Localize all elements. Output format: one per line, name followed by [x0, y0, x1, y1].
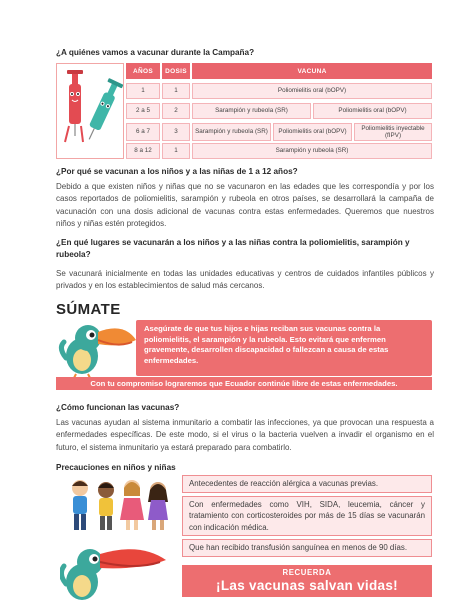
precaution-text: Antecedentes de reacción alérgica a vacunas previas. — [189, 479, 379, 489]
recuerda-banner — [182, 565, 432, 597]
q1-heading: ¿A quiénes vamos a vacunar durante la Campaña? — [56, 48, 255, 57]
toucan-mascot-icon — [60, 540, 170, 600]
precaution-text: Con enfermedades como VIH, SIDA, leucemia, cáncer y tratamiento con corticosteroides por más de 15 días se vacunarán con indicación médica. — [189, 499, 425, 532]
q3-paragraph: Se vacunará inicialmente en todas las unidades educativas y centros de cuidados infantiles públicos y privados y en los establecimientos de salud más cercanos. — [56, 269, 434, 291]
table-cell-vaccine: Poliomielitis inyectable (fIPV) — [354, 123, 432, 141]
precaution-item — [182, 475, 432, 493]
table-cell-vaccine: Sarampión y rubeola (SR) — [192, 143, 432, 159]
table-cell-vaccine: Poliomielitis oral (bOPV) — [192, 83, 432, 99]
table-cell-age: 8 a 12 — [126, 143, 160, 159]
precaution-item — [182, 496, 432, 536]
children-group-icon — [64, 476, 178, 534]
precaution-text: Que han recibido transfusión sanguínea en menos de 90 días. — [189, 543, 408, 553]
table-header-ages: AÑOS — [126, 63, 160, 79]
table-cell-dose: 1 — [162, 83, 190, 99]
q2-heading: ¿Por qué se vacunan a los niños y a las niñas de 1 a 12 años? — [56, 167, 298, 176]
table-cell-vaccine: Sarampión y rubeola (SR) — [192, 103, 311, 119]
table-cell-vaccine: Poliomielitis oral (bOPV) — [273, 123, 352, 141]
precaution-item — [182, 539, 432, 557]
table-cell-age: 6 a 7 — [126, 123, 160, 141]
table-cell-dose: 3 — [162, 123, 190, 141]
syringe-characters-icon — [57, 64, 123, 158]
precautions-heading: Precauciones en niños y niñas — [56, 463, 176, 472]
table-cell-age: 2 a 5 — [126, 103, 160, 119]
toucan-mascot-icon — [58, 318, 140, 378]
sumate-commitment-bar: Con tu compromiso lograremos que Ecuador continúe libre de estas enfermedades. — [56, 377, 432, 390]
table-header-doses: DOSIS — [162, 63, 190, 79]
q4-paragraph: Las vacunas ayudan al sistema inmunitario a combatir las infecciones, ya que provocan una respuesta a enfermedades específicas. De este modo, si el virus o la bacteria vuelven a invadir el organismo en el futuro, el sistema inmunitario ya estará preparado para combatirlo. — [56, 418, 434, 452]
table-cell-dose: 2 — [162, 103, 190, 119]
sumate-title: SÚMATE — [56, 301, 121, 318]
sumate-message: Asegúrate de que tus hijos e hijas reciban sus vacunas contra la poliomielitis, el sarampión y la rubeola. Esto evitará que enfermen gravemente, desarrollen discapacidad o fallezcan a causa de estas enfermedades. — [144, 324, 389, 365]
table-cell-vaccine: Sarampión y rubeola (SR) — [192, 123, 271, 141]
table-cell-dose: 1 — [162, 143, 190, 159]
q4-heading: ¿Cómo funcionan las vacunas? — [56, 403, 180, 412]
q3-heading: ¿En qué lugares se vacunarán a los niños y a las niñas contra la poliomielitis, sarampión y rubeola? — [56, 238, 410, 259]
table-cell-age: 1 — [126, 83, 160, 99]
table-header-vaccine: VACUNA — [192, 63, 432, 79]
q2-paragraph: Debido a que existen niños y niñas que no se vacunaron en las edades que les correspondía y por los casos reportados de poliomielitis, sarampión y rubeola en otros países, se desarrollará la campaña de vacunación con una dosis adicional de vacunas contra estas enfermedades. Queremos que nuestros niños y niñas estén protegidos. — [56, 182, 434, 229]
table-cell-vaccine: Poliomielitis oral (bOPV) — [313, 103, 432, 119]
recuerda-slogan: ¡Las vacunas salvan vidas! — [216, 578, 398, 593]
recuerda-label: RECUERDA — [282, 568, 332, 577]
vaccine-characters-illustration — [56, 63, 124, 159]
